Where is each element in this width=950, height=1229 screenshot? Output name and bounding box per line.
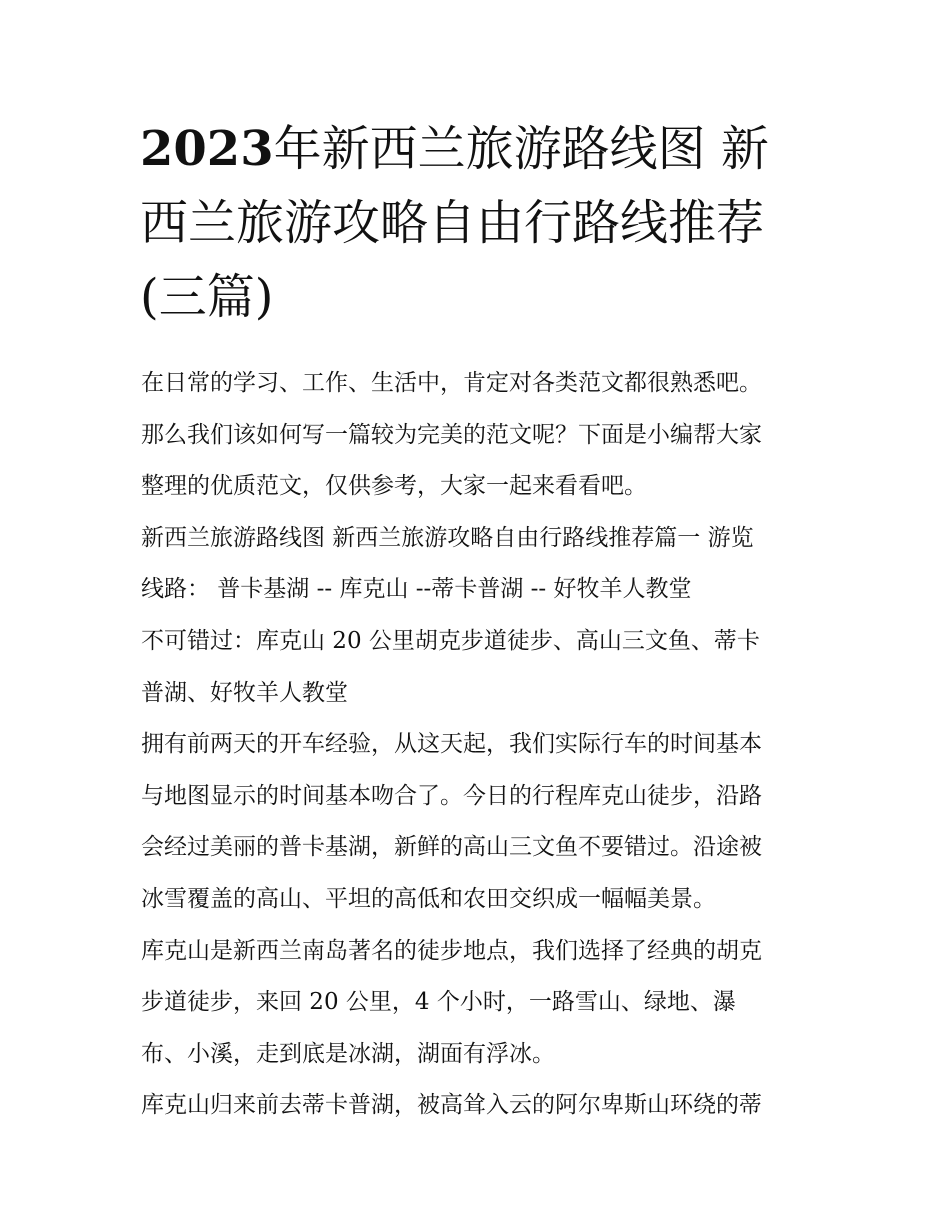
title-line-1-text: 年新西兰旅游路线图 新 (273, 121, 769, 177)
body-line: 步道徒步，来回 20 公里，4 个小时，一路雪山、绿地、瀑 (141, 989, 736, 1016)
body-line: 在日常的学习、工作、生活中，肯定对各类范文都很熟悉吧。 (141, 370, 762, 396)
title-line-1 (140, 112, 820, 186)
body-line: 那么我们该如何写一篇较为完美的范文呢？下面是小编帮大家 (141, 421, 762, 448)
body-line: 库克山归来前去蒂卡普湖，被高耸入云的阿尔卑斯山环绕的蒂 (141, 1092, 762, 1119)
body-line: 新西兰旅游路线图 新西兰旅游攻略自由行路线推荐篇一 游览 (141, 524, 754, 551)
body-line: 线路： 普卡基湖 -- 库克山 --蒂卡普湖 -- 好牧羊人教堂 (141, 576, 692, 603)
title-line-3: (三篇) (140, 269, 274, 325)
body-line: 库克山是新西兰南岛著名的徒步地点，我们选择了经典的胡克 (141, 937, 762, 964)
title-year: 2023 (140, 121, 274, 177)
body-line: 拥有前两天的开车经验，从这天起，我们实际行车的时间基本 (141, 731, 762, 758)
body-line: 冰雪覆盖的高山、平坦的高低和农田交织成一幅幅美景。 (141, 885, 716, 912)
body-line: 会经过美丽的普卡基湖，新鲜的高山三文鱼不要错过。沿途被 (141, 834, 762, 861)
body-line: 整理的优质范文，仅供参考，大家一起来看看吧。 (141, 473, 647, 500)
document-title (140, 112, 820, 334)
body-line: 不可错过：库克山 20 公里胡克步道徒步、高山三文鱼、蒂卡 (141, 627, 760, 654)
title-line-2: 西兰旅游攻略自由行路线推荐 (140, 195, 765, 251)
document-body (141, 358, 821, 1132)
body-line: 与地图显示的时间基本吻合了。今日的行程库克山徒步，沿路 (141, 782, 762, 809)
body-line: 普湖、好牧羊人教堂 (141, 679, 348, 706)
body-line: 布、小溪，走到底是冰湖，湖面有浮冰。 (141, 1040, 555, 1067)
